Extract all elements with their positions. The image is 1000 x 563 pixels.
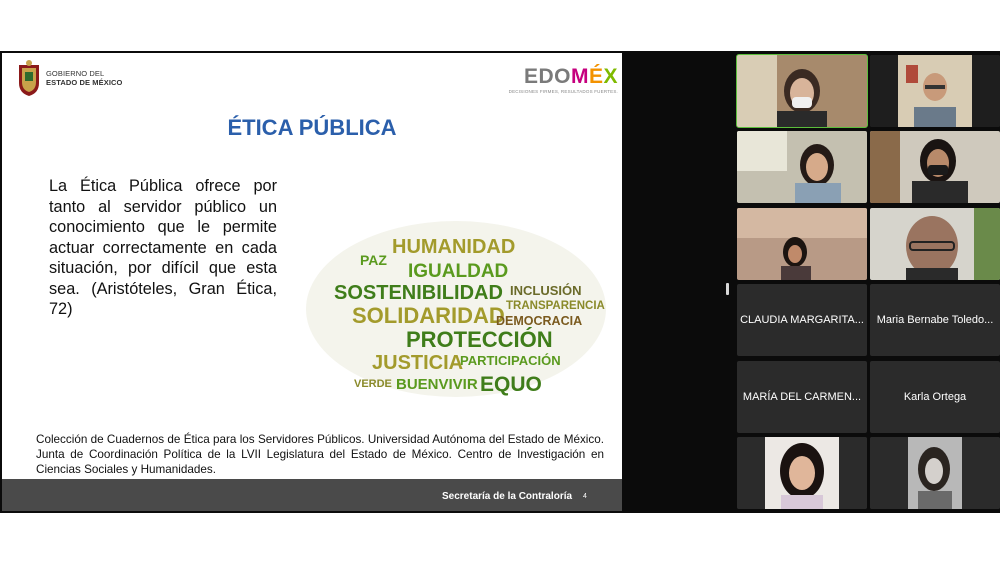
participant-video-6: [870, 208, 1000, 280]
word-sostenibilidad: SOSTENIBILIDAD: [334, 282, 503, 304]
participant-photo-11: [737, 437, 867, 509]
word-transparencia: TRANSPARENCIA: [506, 300, 605, 312]
gov-logo-line2: ESTADO DE MÉXICO: [46, 78, 123, 87]
participant-video-5: [737, 208, 867, 280]
slide-title: ÉTICA PÚBLICA: [227, 115, 397, 140]
participant-tile-10[interactable]: [870, 361, 1000, 433]
word-paz: PAZ: [360, 252, 387, 268]
participant-video-1: [737, 55, 867, 127]
participant-tile-4[interactable]: [870, 131, 1000, 203]
slide-footer: [2, 479, 622, 511]
participant-tile-3[interactable]: [737, 131, 867, 203]
slide-citation: Colección de Cuadernos de Ética para los Servidores Públicos. Universidad Autónoma del Estado de México. Junta de Coordinación Política de la LVII Legislatura del Estado de México. Centro de Investigación en Ciencias Sociales y Humanidades.: [36, 433, 604, 476]
participant-tile-6[interactable]: [870, 208, 1000, 280]
brand-part-3: É: [588, 65, 604, 88]
word-verde: VERDE: [354, 378, 392, 390]
brand-part-2: M: [570, 65, 589, 88]
edomex-brand: [509, 65, 618, 94]
gov-logo-line1: GOBIERNO DEL: [46, 69, 105, 78]
brand-part-4: X: [603, 65, 618, 88]
participant-tile-8[interactable]: [870, 284, 1000, 356]
word-inclusion: INCLUSIÓN: [510, 283, 582, 298]
word-proteccion: PROTECCIÓN: [406, 327, 553, 352]
participant-tile-5[interactable]: [737, 208, 867, 280]
page-number: 4: [583, 493, 587, 500]
participant-tile-7[interactable]: [737, 284, 867, 356]
word-equo: EQUO: [480, 373, 542, 396]
participant-name-7: CLAUDIA MARGARITA...: [740, 314, 864, 326]
brand-part-1: EDO: [523, 65, 571, 88]
participant-name-10: Karla Ortega: [903, 391, 967, 403]
panel-resize-handle[interactable]: [726, 283, 729, 295]
participant-tile-11[interactable]: [737, 437, 867, 509]
shared-slide: [2, 53, 622, 511]
word-buenvivir: BUENVIVIR: [396, 376, 478, 393]
state-crest-icon: [16, 59, 42, 97]
participant-name-8: Maria Bernabe Toledo...: [876, 314, 994, 326]
participant-tile-2[interactable]: [870, 55, 1000, 127]
participant-tile-12[interactable]: [870, 437, 1000, 509]
brand-tagline: DECISIONES FIRMES, RESULTADOS FUERTES.: [508, 89, 618, 94]
participant-video-3: [737, 131, 867, 203]
participant-video-2: [870, 55, 1000, 127]
word-justicia: JUSTICIA: [372, 352, 464, 374]
footer-label: Secretaría de la Contraloría: [442, 491, 573, 502]
word-solidaridad: SOLIDARIDAD: [352, 303, 505, 328]
participant-tile-1[interactable]: [737, 55, 867, 127]
participant-name-9: MARÍA DEL CARMEN...: [742, 391, 862, 403]
word-participacion: PARTICIPACIÓN: [460, 353, 561, 368]
slide-body: La Ética Pública ofrece por tanto al servidor público un conocimiento que le permite actuar correctamente en cada situación, por difícil que esta sea. (Aristóteles, Gran Ética, 72): [49, 177, 277, 318]
word-democracia: DEMOCRACIA: [496, 314, 583, 328]
participant-tile-9[interactable]: [737, 361, 867, 433]
participant-video-4: [870, 131, 1000, 203]
gobierno-logo: [16, 59, 122, 97]
word-igualdad: IGUALDAD: [408, 261, 509, 282]
ethics-word-cloud: [300, 213, 612, 405]
participant-photo-12: [870, 437, 1000, 509]
word-humanidad: HUMANIDAD: [392, 236, 516, 258]
meeting-stage: [0, 51, 1000, 513]
